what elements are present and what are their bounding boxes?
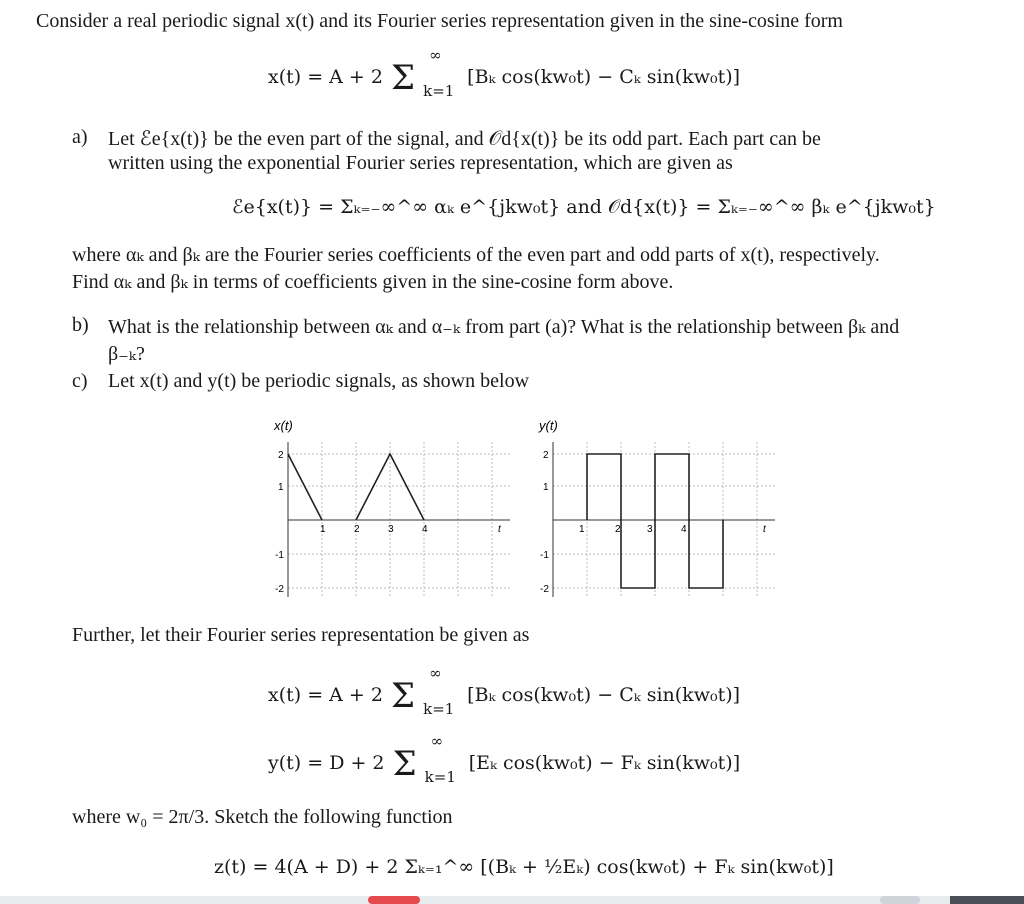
where-w0-text: where w₀ = 2π/3. Sketch the following function [72,806,453,828]
eq3-upper: ∞ [430,732,444,750]
graph-x-xtick: 4 [422,524,428,535]
eq2-lower: k=1 [423,700,455,718]
eq1-upper: ∞ [429,46,442,64]
graph-y-xtick: 1 [579,524,585,535]
toolbar-dark-area [950,896,1024,904]
graph-y-ytick: 1 [543,482,549,493]
part-a-where1: where αₖ and βₖ are the Fourier series coefficients of the even part and odd parts of x(t), respectively. [72,244,880,266]
part-b-line2: β₋ₖ? [108,343,145,365]
graph-x-ytick: 2 [278,450,284,461]
part-c-line1: Let x(t) and y(t) be periodic signals, as shown below [108,370,530,392]
part-a-where2: Find αₖ and βₖ in terms of coefficients given in the sine-cosine form above. [72,271,674,293]
graph-x-xtick: 1 [320,524,326,535]
graph-x-t-label: t [498,524,501,535]
final-equation: z(t) = 4(A + D) + 2 Σₖ₌₁^∞ [(Bₖ + ½Eₖ) cos(kw₀t) + Fₖ sin(kw₀t)] [214,856,834,878]
graph-x-ytick: -2 [275,584,284,595]
sum-symbol: Σ [391,676,416,716]
part-a-label: a) [72,126,88,148]
graph-x-xtick: 3 [388,524,394,535]
graph-y-xtick: 4 [681,524,687,535]
equation-2 [268,664,741,718]
graph-x-ytick: -1 [275,550,284,561]
y-signal-square-wave [587,454,723,588]
further-text: Further, let their Fourier series representation be given as [72,624,530,646]
graph-y-ytick: 2 [543,450,549,461]
graph-x-ytick: 1 [278,482,284,493]
eq2-term: [Bₖ cos(kw₀t) − Cₖ sin(kw₀t)] [467,684,741,706]
x-signal-ramp [288,454,322,520]
part-a-line1: Let ℰe{x(t)} be the even part of the signal, and 𝒪d{x(t)} be its odd part. Each part can be [108,128,821,150]
intro-text: Consider a real periodic signal x(t) and its Fourier series representation given in the sine-cosine form [36,10,843,32]
graph-y-title: y(t) [539,418,558,433]
graph-y-xtick: 3 [647,524,653,535]
graph-y-ytick: -1 [540,550,549,561]
eq3-lower: k=1 [424,768,456,786]
part-a-equation: ℰe{x(t)} = Σₖ₌₋∞^∞ αₖ e^{jkw₀t} and 𝒪d{x(t)} = Σₖ₌₋∞^∞ βₖ e^{jkw₀t} [232,196,936,218]
graph-x [270,412,515,612]
graph-x-title: x(t) [274,418,293,433]
part-b-line1: What is the relationship between αₖ and α₋ₖ from part (a)? What is the relationship between βₖ and [108,316,900,338]
graph-y-ytick: -2 [540,584,549,595]
graph-y-xtick: 2 [615,524,621,535]
red-toolbar-button[interactable] [368,896,420,904]
toolbar-item[interactable] [880,896,920,904]
part-c-label: c) [72,370,88,392]
eq2-lhs: x(t) = A + 2 [268,684,383,706]
sum-symbol: Σ [391,58,416,98]
eq3-term: [Eₖ cos(kw₀t) − Fₖ sin(kw₀t)] [468,752,741,774]
bottom-toolbar-strip [0,896,1024,904]
eq3-lhs: y(t) = D + 2 [268,752,385,774]
eq1-term: [Bₖ cos(kw₀t) − Cₖ sin(kw₀t)] [467,66,741,88]
graph-x-xtick: 2 [354,524,360,535]
equation-1 [268,46,741,100]
equation-3 [268,732,741,786]
part-a-line2: written using the exponential Fourier series representation, which are given as [108,152,733,174]
graph-y [535,412,780,612]
eq1-lhs: x(t) = A + 2 [268,66,383,88]
eq2-upper: ∞ [429,664,442,682]
sum-symbol: Σ [392,744,417,784]
graph-y-t-label: t [763,524,766,535]
part-b-label: b) [72,314,89,336]
eq1-lower: k=1 [423,82,455,100]
